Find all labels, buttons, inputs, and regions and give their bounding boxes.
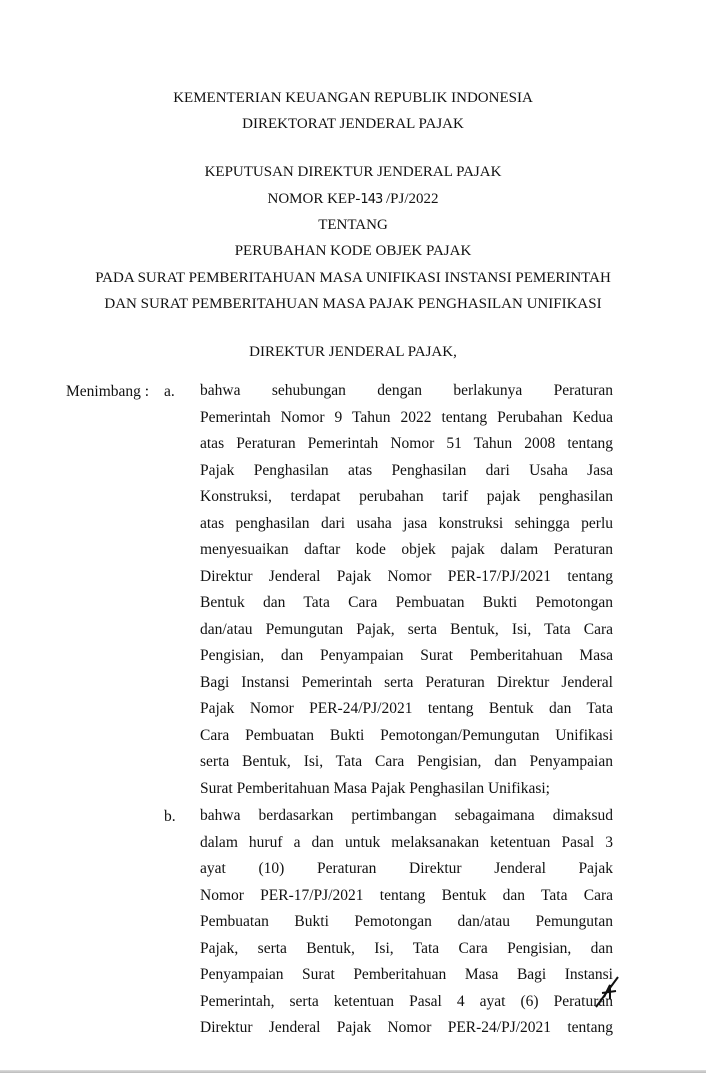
text-line: ayat (10) Peraturan Direktur Jenderal Pajak [200,860,613,877]
text-line: Pajak Nomor PER-24/PJ/2021 tentang Bentuk dan Tata [200,700,613,717]
text-line: Pajak, serta Bentuk, Isi, Tata Cara Pengisian, dan [200,939,613,957]
text-line: Bentuk dan Tata Cara Pembuatan Bukti Pemotongan [200,594,613,611]
ministry-heading: KEMENTERIAN KEUANGAN REPUBLIK INDONESIA [173,90,533,106]
item-a-text [200,378,613,802]
text-line: Pemerintah Nomor 9 Tahun 2022 tentang Perubahan Kedua [200,408,613,426]
text-line: menyesuaikan daftar kode objek pajak dalam Peraturan [200,541,613,558]
issuer-heading: DIREKTUR JENDERAL PAJAK, [249,344,457,360]
text-line: atas Peraturan Pemerintah Nomor 51 Tahun 2008 tentang [200,435,613,452]
item-b-marker: b. [164,808,176,825]
text-line: Direktur Jenderal Pajak Nomor PER-17/PJ/2021 tentang [200,567,613,585]
handwritten-number: 143 [360,192,383,207]
text-line: Konstruksi, terdapat perubahan tarif pajak penghasilan [200,488,613,505]
text-line: Pajak Penghasilan atas Penghasilan dari Usaha Jasa [200,461,613,479]
directorate-heading: DIREKTORAT JENDERAL PAJAK [242,116,464,132]
considering-label-text: Menimbang [66,383,141,400]
text-line: Nomor PER-17/PJ/2021 tentang Bentuk dan Tata Cara [200,886,613,904]
text-line: Cara Pembuatan Bukti Pemotongan/Pemungutan Unifikasi [200,726,613,744]
item-b-text [200,803,613,1042]
number-suffix: /PJ/2022 [382,191,439,207]
text-line: Pembuatan Bukti Pemotongan dan/atau Pemungutan [200,913,613,930]
subject-line-3: DAN SURAT PEMBERITAHUAN MASA PAJAK PENGHASILAN UNIFIKASI [104,296,602,312]
considering-label [66,383,149,401]
decree-number [0,191,706,208]
about-label: TENTANG [318,217,388,233]
subject-line-2: PADA SURAT PEMBERITAHUAN MASA UNIFIKASI INSTANSI PEMERINTAH [95,270,611,286]
subject-line-1: PERUBAHAN KODE OBJEK PAJAK [234,243,472,259]
signature-initial-icon [594,975,622,1009]
text-line: bahwa berdasarkan pertimbangan sebagaimana dimaksud [200,807,613,824]
text-line: dan/atau Pemungutan Pajak, serta Bentuk, Isi, Tata Cara [200,620,613,638]
text-line: Direktur Jenderal Pajak Nomor PER-24/PJ/2021 tentang [200,1019,613,1036]
number-prefix: NOMOR KEP- [267,191,361,207]
text-line: Pengisian, dan Penyampaian Surat Pemberitahuan Masa [200,647,613,664]
item-a-marker: a. [164,383,175,400]
text-line: serta Bentuk, Isi, Tata Cara Pengisian, dan Penyampaian [200,753,613,770]
text-line: Bagi Instansi Pemerintah serta Peraturan Direktur Jenderal [200,673,613,691]
text-line: bahwa sehubungan dengan berlakunya Peraturan [200,382,613,399]
text-line: Penyampaian Surat Pemberitahuan Masa Bagi Instansi [200,966,613,983]
text-line: atas penghasilan dari usaha jasa konstruksi sehingga perlu [200,514,613,532]
page-bottom-edge [0,1070,706,1073]
considering-colon: : [144,383,150,400]
text-line: Surat Pemberitahuan Masa Pajak Penghasilan Unifikasi; [200,779,550,797]
text-line: Pemerintah, serta ketentuan Pasal 4 ayat (6) Peraturan [200,992,613,1010]
decree-title: KEPUTUSAN DIREKTUR JENDERAL PAJAK [204,164,502,180]
text-line: dalam huruf a dan untuk melaksanakan ketentuan Pasal 3 [200,833,613,851]
